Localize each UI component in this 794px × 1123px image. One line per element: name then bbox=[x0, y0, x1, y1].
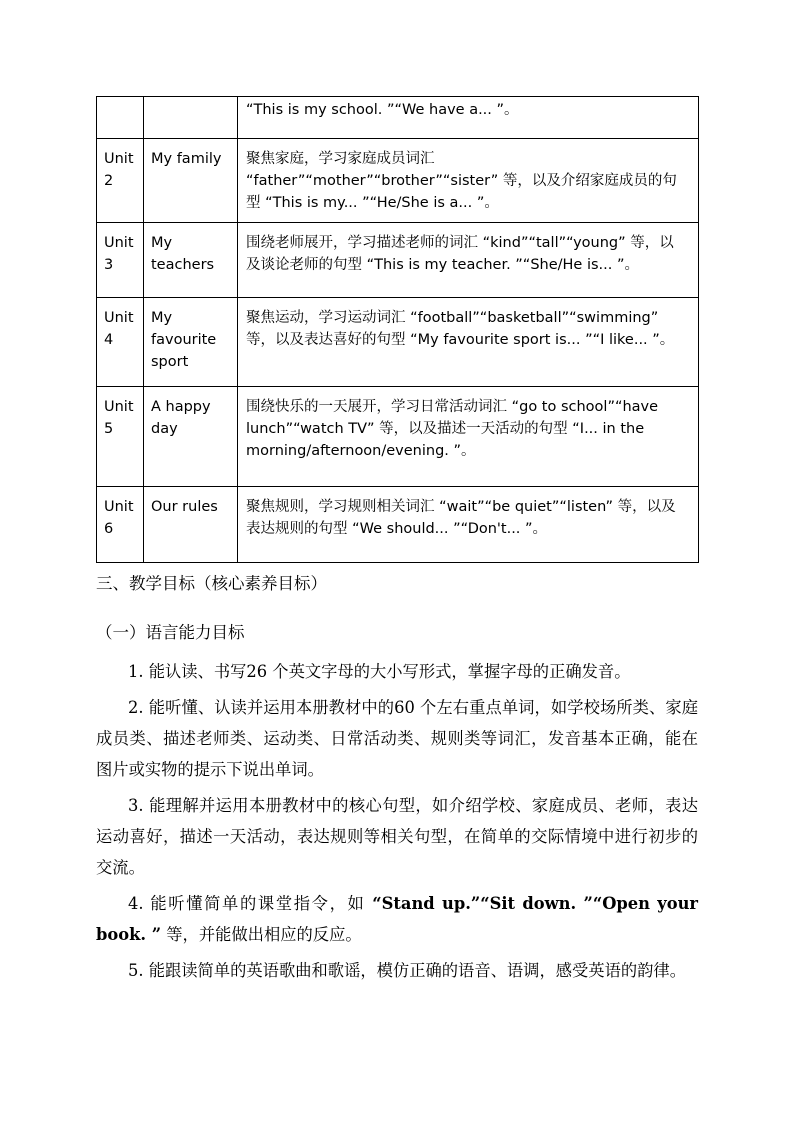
unit-cell: Unit 2 bbox=[97, 139, 144, 223]
objective-item-3: 3. 能理解并运用本册教材中的核心句型，如介绍学校、家庭成员、老师，表达运动喜好，描述一天活动，表达规则等相关句型，在简单的交际情境中进行初步的交流。 bbox=[96, 796, 698, 877]
table-row bbox=[97, 97, 699, 139]
table-row bbox=[97, 298, 699, 387]
unit-title-cell: A happy day bbox=[144, 387, 238, 487]
unit-title-cell: My family bbox=[144, 139, 238, 223]
unit-title-cell bbox=[144, 97, 238, 139]
unit-description-cell: 聚焦规则，学习规则相关词汇 “wait”“be quiet”“listen” 等，以及表达规则的句型 “We should... ”“Don't... ”。 bbox=[238, 487, 699, 563]
unit-title-cell: My favourite sport bbox=[144, 298, 238, 387]
table-row bbox=[97, 387, 699, 487]
unit-title-cell: Our rules bbox=[144, 487, 238, 563]
unit-description-cell: 围绕老师展开，学习描述老师的词汇 “kind”“tall”“young” 等，以及谈论老师的句型 “This is my teacher. ”“She/He is... ”。 bbox=[238, 223, 699, 298]
unit-cell: Unit 6 bbox=[97, 487, 144, 563]
unit-description-cell: 聚焦家庭，学习家庭成员词汇 “father”“mother”“brother”“sister” 等，以及介绍家庭成员的句型 “This is my... ”“He/She is a... ”。 bbox=[238, 139, 699, 223]
unit-description-cell: 聚焦运动，学习运动词汇 “football”“basketball”“swimming” 等，以及表达喜好的句型 “My favourite sport is... ”“I like... ”。 bbox=[238, 298, 699, 387]
objective-item-5: 5. 能跟读简单的英语歌曲和歌谣，模仿正确的语音、语调，感受英语的韵律。 bbox=[128, 961, 686, 980]
unit-description-cell: 围绕快乐的一天展开，学习日常活动词汇 “go to school”“have lunch”“watch TV” 等，以及描述一天活动的句型 “I... in the morning/afternoon/evening. ”。 bbox=[238, 387, 699, 487]
unit-cell bbox=[97, 97, 144, 139]
objective-item-2: 2. 能听懂、认读并运用本册教材中的60 个左右重点单词，如学校场所类、家庭成员类、描述老师类、运动类、日常活动类、规则类等词汇，发音基本正确，能在图片或实物的提示下说出单词。 bbox=[96, 698, 698, 779]
objective-item-4 bbox=[96, 888, 698, 950]
unit-cell: Unit 5 bbox=[97, 387, 144, 487]
table-row bbox=[97, 487, 699, 563]
units-table bbox=[96, 96, 699, 563]
unit-cell: Unit 4 bbox=[97, 298, 144, 387]
unit-title-cell: My teachers bbox=[144, 223, 238, 298]
unit-cell: Unit 3 bbox=[97, 223, 144, 298]
table-row bbox=[97, 223, 699, 298]
classroom-instructions-quote: “Stand up.”“Sit down. ”“Open your book. ” bbox=[96, 894, 698, 944]
subsection-heading: （一）语言能力目标 bbox=[96, 623, 245, 642]
objective-item-1: 1. 能认读、书写26 个英文字母的大小写形式，掌握字母的正确发音。 bbox=[128, 662, 631, 681]
objective-item-4-text: 4. 能听懂简单的课堂指令，如 bbox=[128, 894, 373, 913]
objective-item-4-text-end: 等，并能做出相应的反应。 bbox=[161, 925, 362, 944]
section-heading: 三、教学目标（核心素养目标） bbox=[96, 574, 327, 593]
unit-description-cell: “This is my school. ”“We have a... ”。 bbox=[238, 97, 699, 139]
table-row bbox=[97, 139, 699, 223]
